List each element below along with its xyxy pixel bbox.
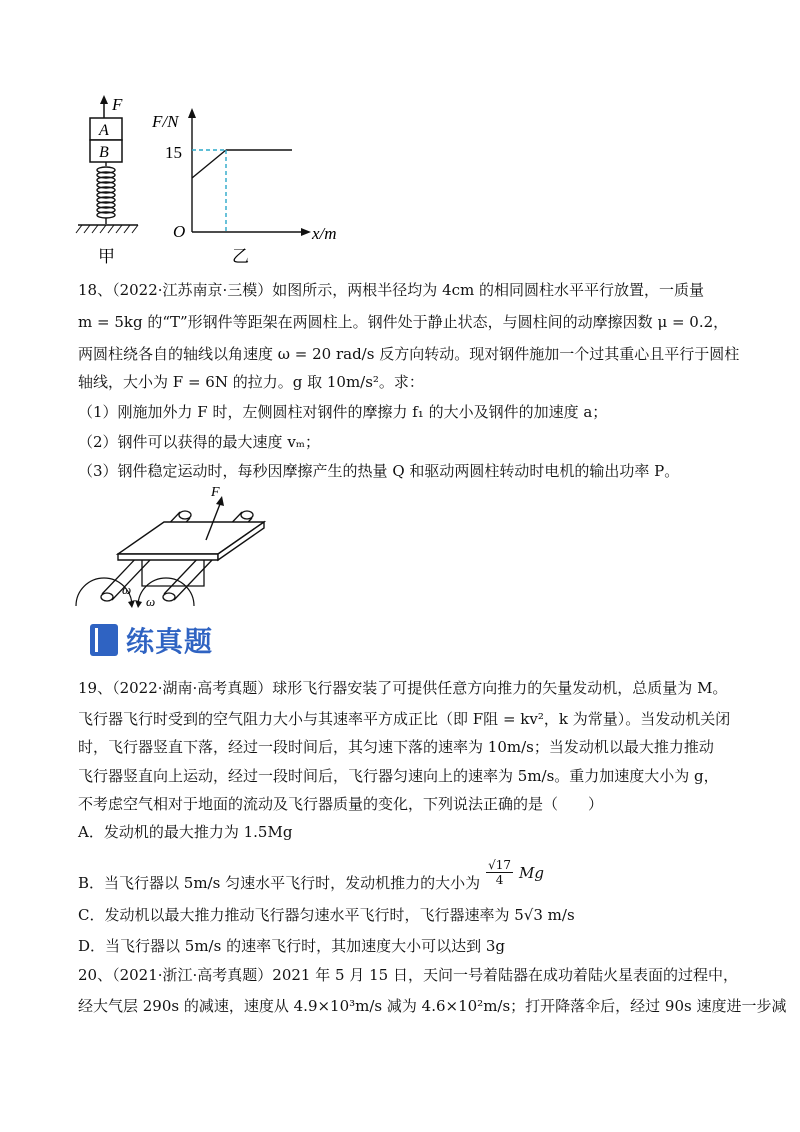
- x-axis-label: x/m: [312, 224, 337, 243]
- origin-label: O: [173, 222, 186, 241]
- section-heading: [90, 620, 213, 660]
- q19-option-d: D．当飞行器以 5m/s 的速率飞行时，其加速度大小可以达到 3g: [78, 937, 505, 955]
- q18-sub-2: （2）钢件可以获得的最大速度 vₘ；: [78, 433, 320, 451]
- q19-line-5: 不考虑空气相对于地面的流动及飞行器质量的变化，下列说法正确的是（ ）: [78, 795, 604, 813]
- figure-spring-graph: [60, 92, 360, 272]
- q18-sub-1: （1）刚施加外力 F 时，左侧圆柱对钢件的摩擦力 f₁ 的大小及钢件的加速度 a；: [78, 403, 608, 421]
- q19-option-b-tail: Mg: [519, 863, 544, 882]
- q18-line-4: 轴线，大小为 F = 6N 的拉力。g 取 10m/s²。求：: [78, 373, 424, 391]
- q19-line-1: 19、（2022·湖南·高考真题）球形飞行器安装了可提供任意方向推力的矢量发动机，总质量为 M。: [78, 679, 728, 697]
- figure-rollers: [68, 484, 278, 612]
- q19-line-2: 飞行器飞行时受到的空气阻力大小与其速率平方成正比（即 F阻 = kv²，k 为常量）。当发动机关闭: [78, 710, 731, 728]
- q20-line-2: 经大气层 290s 的减速，速度从 4.9×10³m/s 减为 4.6×10²m/s；打开降落伞后，经过 90s 速度进一步减: [78, 997, 787, 1015]
- force-label-top: F: [112, 95, 123, 114]
- q18-sub-3: （3）钢件稳定运动时，每秒因摩擦产生的热量 Q 和驱动两圆柱转动时电机的输出功率 P。: [78, 462, 680, 480]
- q19-option-c: C．发动机以最大推力推动飞行器匀速水平飞行时，飞行器速率为 5√3 m/s: [78, 906, 575, 924]
- q19-option-b-text: B．当飞行器以 5m/s 匀速水平飞行时，发动机推力的大小为: [78, 873, 481, 892]
- q18-line-3: 两圆柱绕各自的轴线以角速度 ω = 20 rad/s 反方向转动。现对钢件施加一个过其重心且平行于圆柱: [78, 345, 740, 363]
- fraction-denominator: 4: [495, 873, 504, 887]
- q19-option-b: [78, 858, 544, 897]
- omega-right: ω: [146, 594, 156, 609]
- book-icon: [90, 624, 118, 656]
- caption-jia: 甲: [98, 247, 115, 266]
- y-axis-label: F/N: [152, 112, 179, 131]
- q20-line-1: 20、（2021·浙江·高考真题）2021 年 5 月 15 日，天问一号着陆器在成功着陆火星表面的过程中，: [78, 966, 738, 984]
- block-b-label: B: [99, 144, 109, 161]
- q19-line-3: 时，飞行器竖直下落，经过一段时间后，其匀速下落的速率为 10m/s；当发动机以最大推力推动: [78, 738, 714, 756]
- q18-line-1: 18、（2022·江苏南京·三模）如图所示，两根半径均为 4cm 的相同圆柱水平平行放置，一质量: [78, 281, 705, 299]
- spring: [97, 162, 115, 224]
- y-tick-15: 15: [165, 143, 182, 162]
- section-title: 练真题: [126, 625, 214, 658]
- q18-line-2: m = 5kg 的“T”形钢件等距架在两圆柱上。钢件处于静止状态，与圆柱间的动摩擦因数 μ = 0.2，: [78, 313, 729, 331]
- force-label-rollers: F: [211, 485, 220, 500]
- fraction-numerator: √17: [488, 858, 512, 872]
- q19-line-4: 飞行器竖直向上运动，经过一段时间后，飞行器匀速向上的速率为 5m/s。重力加速度大小为 g，: [78, 767, 719, 785]
- q19-option-a: A．发动机的最大推力为 1.5Mg: [78, 823, 293, 841]
- block-a-label: A: [99, 122, 109, 139]
- fraction: [486, 858, 513, 887]
- caption-yi: 乙: [232, 247, 249, 266]
- omega-left: ω: [122, 582, 132, 597]
